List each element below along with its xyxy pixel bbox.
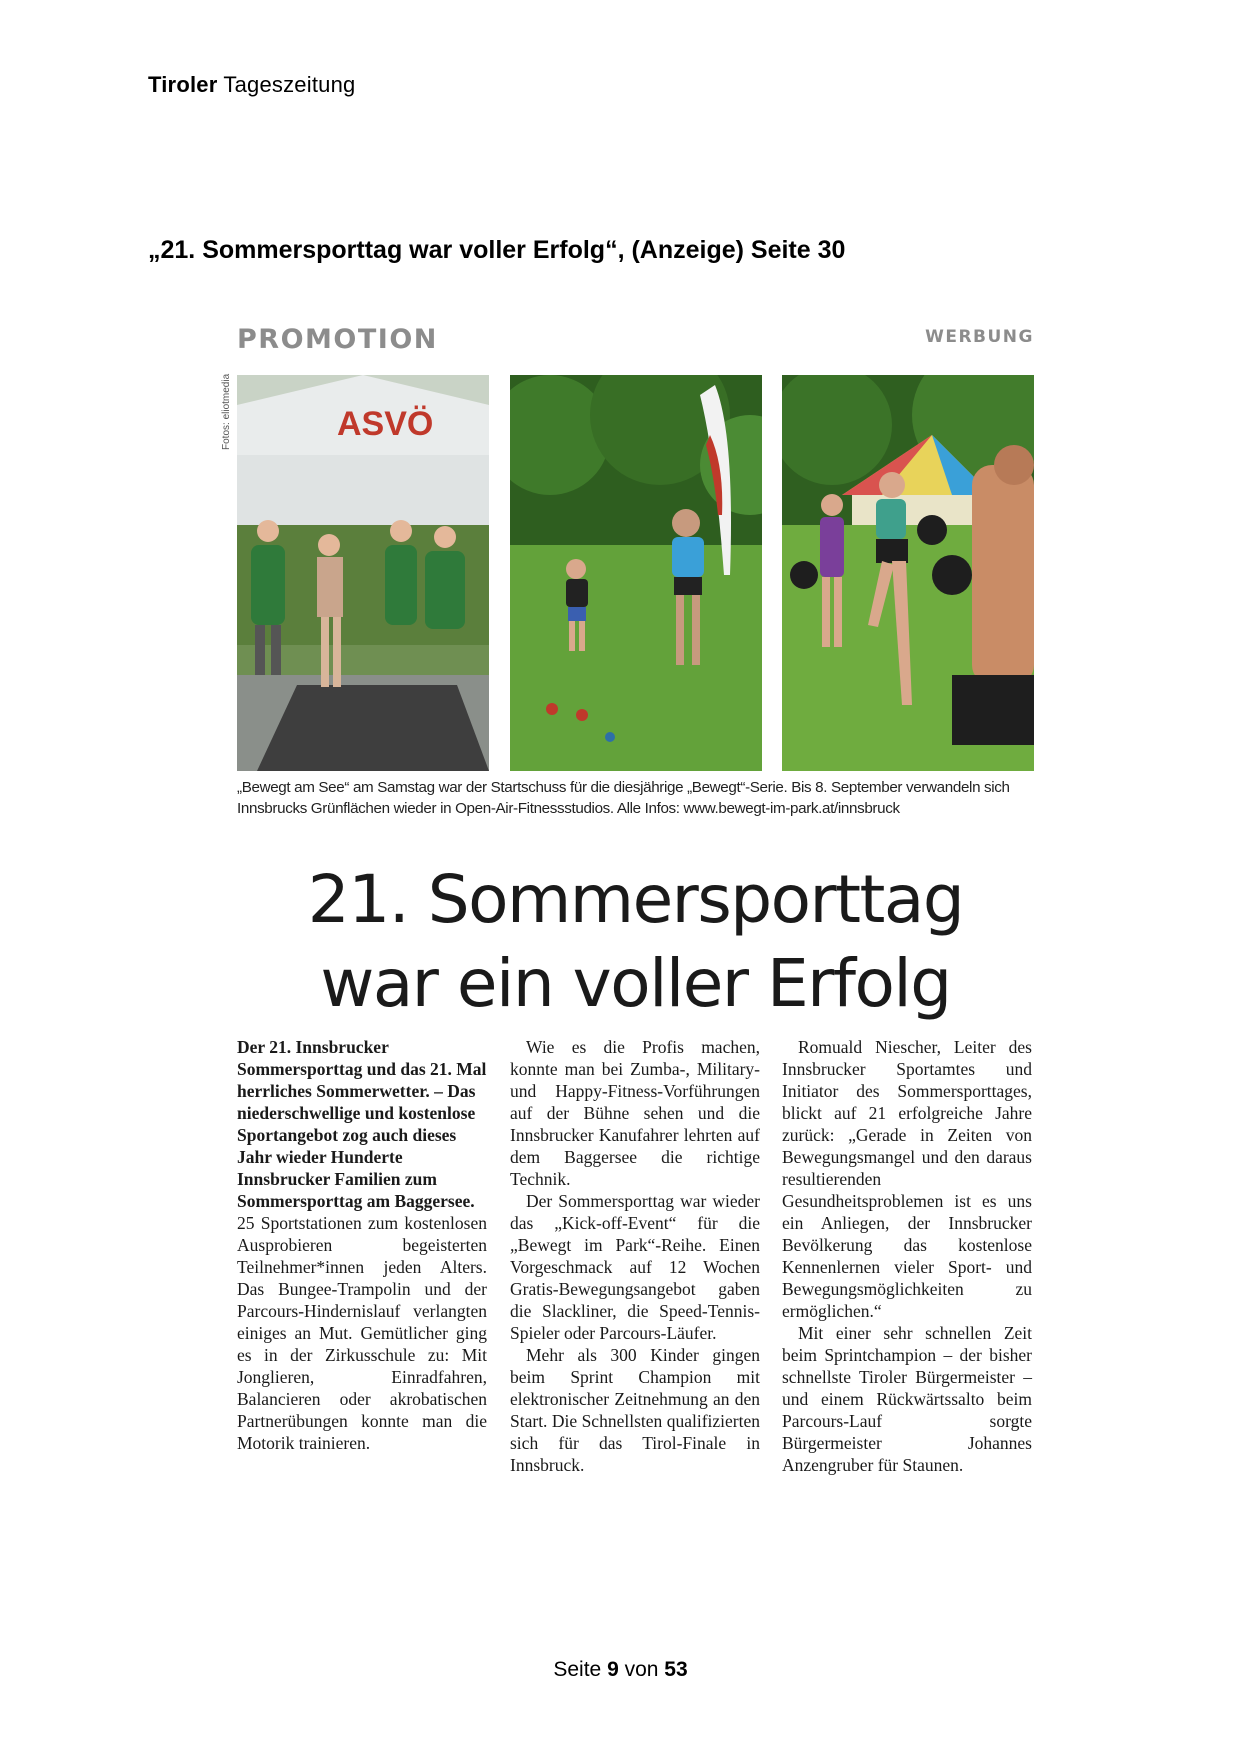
- article-paragraph: Mit einer sehr schnellen Zeit beim Sprintchampion – der bisher schnellste Tiroler Bürgermeister – und einem Rückwärtssalto beim Parcours-Lauf sorgte Bürgermeister Johannes Anzengruber für Staunen.: [782, 1323, 1032, 1475]
- newspaper-clipping: [221, 320, 1034, 1530]
- publication-name: [148, 72, 355, 98]
- publication-name-rest: Tageszeitung: [223, 72, 356, 97]
- page-number-middle: von: [624, 1658, 659, 1681]
- photo-kickboxing-image: [782, 375, 1034, 771]
- photo-credit: Fotos: eliotmedia: [221, 373, 232, 450]
- page-number-current: 9: [607, 1658, 619, 1681]
- photo-park-ball-game: [510, 375, 762, 771]
- photo-1-banner-text: ASVÖ: [337, 405, 434, 443]
- photo-kickboxing: [782, 375, 1034, 771]
- promotion-label: PROMOTION: [237, 324, 438, 355]
- publication-name-bold: Tiroler: [148, 72, 218, 97]
- photo-park-ball-game-image: [510, 375, 762, 771]
- photo-caption: „Bewegt am See“ am Samstag war der Startschuss für die diesjährige „Bewegt“-Serie. Bis 8. September verwandeln sich Innsbrucks Grünflächen wieder in Open-Air-Fitnessstudios. Alle Infos: www.bewegt-im-park.at/innsbruck: [237, 779, 1010, 817]
- article-paragraph: Romuald Niescher, Leiter des Innsbrucker Sportamtes und Initiator des Sommersporttages, blickt auf 21 erfolgreiche Jahre zurück: „Gerade in Zeiten von Bewegungsmangel und den daraus resultierenden Gesundheitsproblemen ist es uns ein Anliegen, der Innsbrucker Bevölkerung das kostenlose Kennenlernen vieler Sport- und Bewegungsmöglichkeiten zu ermöglichen.“: [782, 1037, 1032, 1321]
- headline: [237, 858, 1034, 1026]
- page-number: [0, 1658, 1241, 1682]
- photo-tent-group: [237, 375, 489, 771]
- page-number-prefix: Seite: [553, 1658, 602, 1681]
- page-number-total: 53: [664, 1658, 688, 1681]
- article-paragraph: 25 Sportstationen zum kostenlosen Ausprobieren begeisterten Teilnehmer*innen jeden Alters. Das Bungee-Trampolin und der Parcours-Hindernislauf verlangten einiges an Mut. Gemütlicher ging es in der Zirkusschule zu: Mit Jonglieren, Einradfahren, Balancieren oder akrobatischen Partnerübungen konnte man die Motorik trainieren.: [237, 1213, 487, 1453]
- article-column-2: [510, 1036, 760, 1476]
- document-title: „21. Sommersporttag war voller Erfolg“, (Anzeige) Seite 30: [148, 236, 846, 264]
- headline-line-1: 21. Sommersporttag: [307, 861, 964, 938]
- photo-tent-group-image: [237, 375, 489, 771]
- werbung-label: WERBUNG: [925, 327, 1034, 347]
- headline-line-2: war ein voller Erfolg: [320, 945, 951, 1022]
- article-lead: Der 21. Innsbrucker Sommersporttag und das 21. Mal herrliches Sommerwetter. – Das niederschwellige und kostenlose Sportangebot zog auch dieses Jahr wieder Hunderte Innsbrucker Familien zum Sommersporttag am Baggersee.: [237, 1037, 487, 1211]
- article-paragraph: Der Sommersporttag war wieder das „Kick-off-Event“ für die „Bewegt im Park“-Reihe. Einen Vorgeschmack auf 12 Wochen Gratis-Bewegungsangebot gaben die Slackliner, die Speed-Tennis-Spieler oder Parcours-Läufer.: [510, 1191, 760, 1343]
- article-column-1: [237, 1036, 487, 1454]
- article-paragraph: Wie es die Profis machen, konnte man bei Zumba-, Military- und Happy-Fitness-Vorführungen auf der Bühne sehen und die Innsbrucker Kanufahrer lehrten auf dem Baggersee die richtige Technik.: [510, 1037, 760, 1189]
- article-paragraph: Mehr als 300 Kinder gingen beim Sprint Champion mit elektronischer Zeitnehmung an den Start. Die Schnellsten qualifizierten sich für das Tirol-Finale in Innsbruck.: [510, 1345, 760, 1475]
- article-column-3: [782, 1036, 1032, 1476]
